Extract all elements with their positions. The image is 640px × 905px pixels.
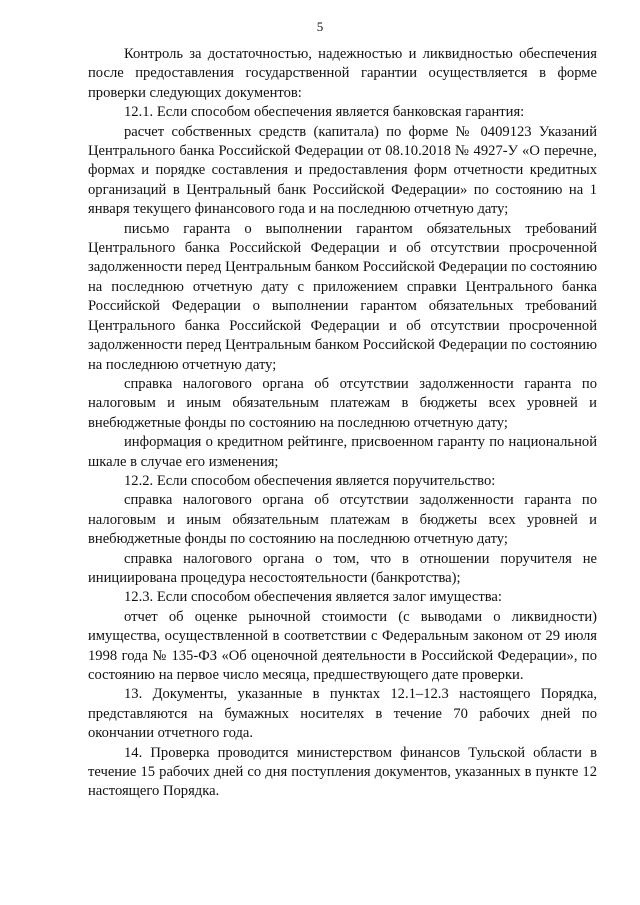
paragraph-capital-calculation: расчет собственных средств (капитала) по форме № 0409123 Указаний Центрального банка Российской Федерации от 08.10.2018 № 4927-У «О перечне, формах и порядке составления и предоставления форм отчетности кредитных организаций в Центральный банк Российской Федерации» по состоянию на 1 января текущего финансового года и на последнюю отчетную дату; [88,123,597,218]
paragraph-14-review-terms: 14. Проверка проводится министерством финансов Тульской области в течение 15 рабочих дней со дня поступления документов, указанных в пункте 12 настоящего Порядка. [88,744,597,800]
paragraph-13-submission-terms: 13. Документы, указанные в пунктах 12.1–12.3 настоящего Порядка, представляются на бумажных носителях в течение 70 рабочих дней по окончании отчетного года. [88,686,597,742]
paragraph-12-1-heading: 12.1. Если способом обеспечения является банковская гарантия: [124,104,525,121]
paragraph-tax-certificate-guarantor: справка налогового органа об отсутствии задолженности гаранта по налоговым и иным обязательным платежам в бюджеты всех уровней и внебюджетные фонды по состоянию на последнюю отчетную дату; [88,375,597,431]
paragraph-tax-certificate-surety: справка налогового органа об отсутствии задолженности гаранта по налоговым и иным обязательным платежам в бюджеты всех уровней и внебюджетные фонды по состоянию на последнюю отчетную дату; [88,492,597,548]
paragraph-12-3-heading: 12.3. Если способом обеспечения является залог имущества: [124,589,502,606]
paragraph-12-2-heading: 12.2. Если способом обеспечения является поручительство: [124,472,496,489]
paragraph-guarantor-letter: письмо гаранта о выполнении гарантом обязательных требований Центрального банка Российской Федерации и об отсутствии просроченной задолженности перед Центральным банком Российской Федерации по состоянию на последнюю отчетную дату с приложением справки Центрального банка Российской Федерации о выполнении гарантом обязательных требований Центрального банка Российской Федерации и об отсутствии просроченной задолженности перед Центральным банком Российской Федерации по состоянию на последнюю отчетную дату; [88,220,597,373]
document-body [88,45,597,802]
paragraph-control-intro: Контроль за достаточностью, надежностью и ликвидностью обеспечения после предоставления государственной гарантии осуществляется в форме проверки следующих документов: [88,46,597,101]
page-number: 5 [316,19,324,34]
paragraph-valuation-report: отчет об оценке рыночной стоимости (с выводами о ликвидности) имущества, осуществленной в соответствии с Федеральным законом от 29 июля 1998 года № 135-ФЗ «Об оценочной деятельности в Российской Федерации», по состоянию на первое число месяца, предшествующего дате проверки. [88,608,597,683]
paragraph-credit-rating: информация о кредитном рейтинге, присвоенном гаранту по национальной шкале в случае его изменения; [88,434,597,470]
paragraph-insolvency-certificate: справка налогового органа о том, что в отношении поручителя не инициирована процедура несостоятельности (банкротства); [88,550,597,586]
